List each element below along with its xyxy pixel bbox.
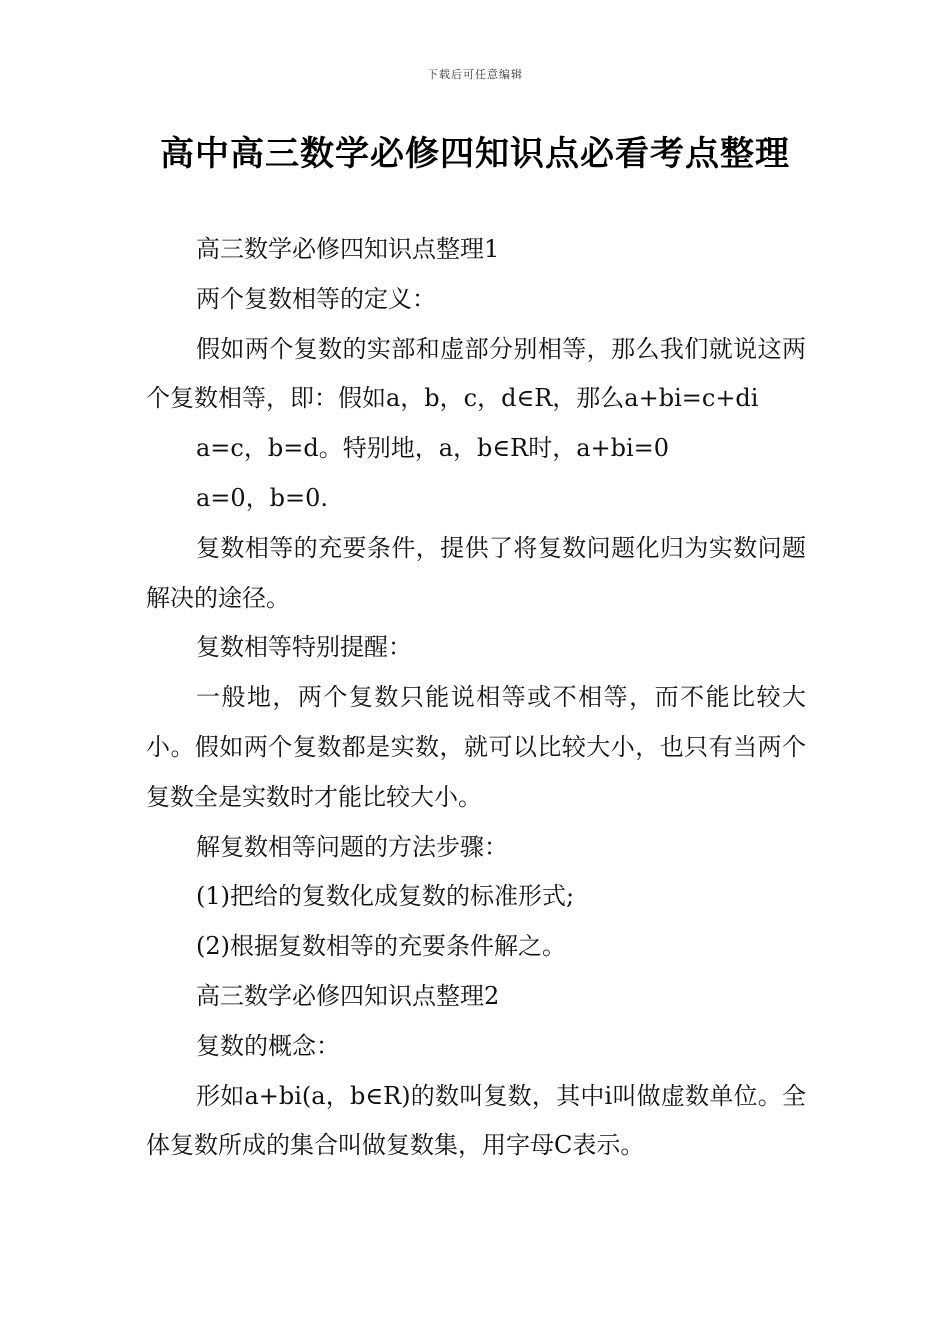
header-note: 下载后可任意编辑 — [427, 68, 523, 81]
paragraph-reminder-heading: 复数相等特别提醒： — [196, 633, 412, 662]
paragraph-step-1: (1)把给的复数化成复数的标准形式; — [196, 882, 575, 911]
paragraph-condition: a=c，b=d。特别地，a，b∈R时，a+bi=0 — [196, 434, 670, 463]
document-body — [146, 225, 806, 1171]
paragraph-method-heading: 解复数相等问题的方法步骤： — [196, 832, 508, 861]
paragraph-zero: a=0，b=0. — [196, 483, 329, 512]
document-title: 高中高三数学必修四知识点必看考点整理 — [160, 134, 790, 174]
paragraph-step-2: (2)根据复数相等的充要条件解之。 — [196, 932, 566, 961]
section-heading-1: 高三数学必修四知识点整理1 — [196, 235, 500, 263]
paragraph-definition-heading: 两个复数相等的定义： — [196, 284, 436, 313]
paragraph-concept: 形如a+bi(a，b∈R)的数叫复数，其中i叫做虚数单位。全体复数所成的集合叫做复数集，用字母C表示。 — [146, 1081, 806, 1160]
paragraph-reminder: 一般地，两个复数只能说相等或不相等，而不能比较大小。假如两个复数都是实数，就可以比较大小，也只有当两个复数全是实数时才能比较大小。 — [146, 683, 806, 811]
section-heading-2: 高三数学必修四知识点整理2 — [196, 981, 500, 1010]
paragraph-necessary-sufficient: 复数相等的充要条件，提供了将复数问题化归为实数问题解决的途径。 — [146, 533, 806, 612]
paragraph-definition: 假如两个复数的实部和虚部分别相等，那么我们就说这两个复数相等，即：假如a，b，c，d∈R，那么a+bi=c+di — [146, 334, 806, 413]
paragraph-concept-heading: 复数的概念： — [196, 1031, 340, 1060]
